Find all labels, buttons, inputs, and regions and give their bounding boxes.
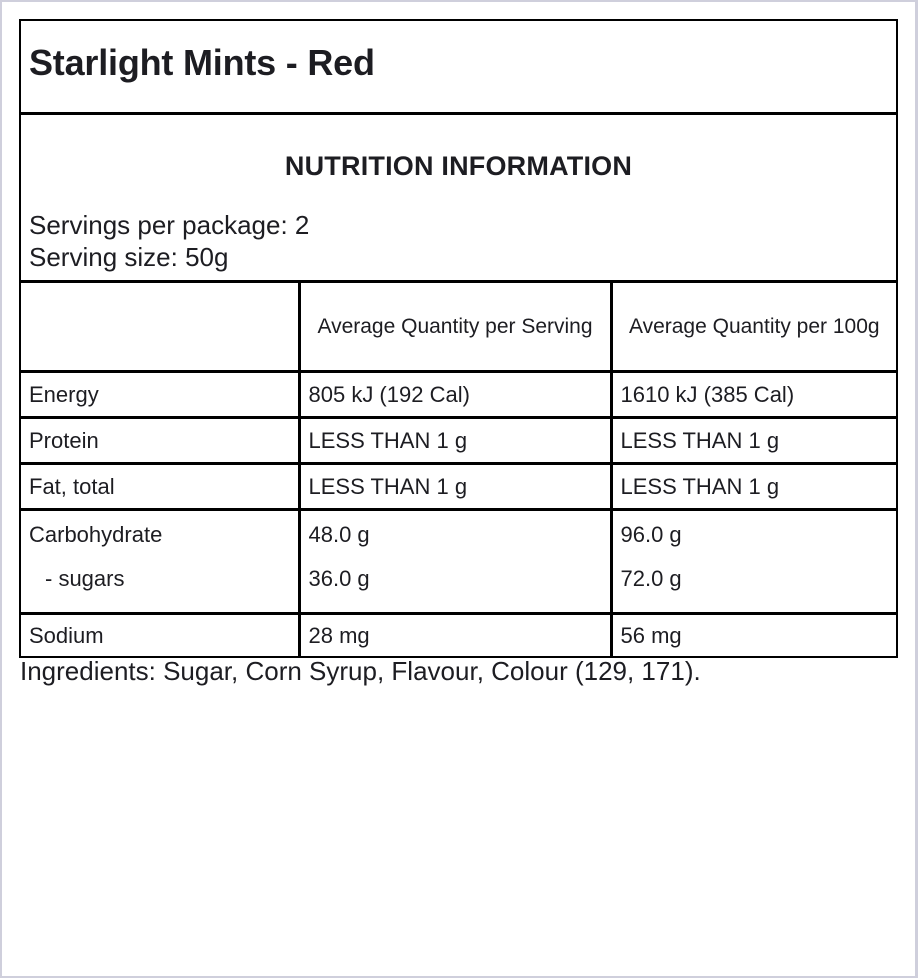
nutrition-table	[21, 283, 896, 658]
nutrition-heading: NUTRITION INFORMATION	[284, 151, 633, 181]
per-100g-value: 56 mg	[611, 614, 896, 658]
ingredients-text: Ingredients: Sugar, Corn Syrup, Flavour, Colour (129, 171).	[20, 656, 701, 686]
sugars-per-serving-value: 36.0 g	[308, 566, 370, 591]
per-serving-value: LESS THAN 1 g	[299, 418, 611, 464]
nutrient-label: Carbohydrate	[29, 522, 163, 547]
per-100g-value: 96.0 g	[620, 522, 682, 547]
nutrient-label: Protein	[21, 418, 299, 464]
sub-nutrient-label-sugars: - sugars	[45, 566, 125, 591]
table-row-sodium	[21, 614, 896, 658]
per-serving-value: 805 kJ (192 Cal)	[299, 372, 611, 418]
nutrition-info-section	[21, 115, 896, 283]
per-100g-cell	[611, 510, 896, 614]
nutrient-label: Sodium	[21, 614, 299, 658]
servings-per-package: Servings per package: 2	[29, 210, 310, 240]
serving-size: Serving size: 50g	[29, 242, 229, 272]
per-serving-value: 28 mg	[299, 614, 611, 658]
per-100g-value: LESS THAN 1 g	[611, 418, 896, 464]
column-header-nutrient	[21, 283, 299, 372]
per-serving-cell	[299, 510, 611, 614]
per-serving-value: 48.0 g	[308, 522, 370, 547]
nutrient-label: Energy	[21, 372, 299, 418]
per-100g-value: 1610 kJ (385 Cal)	[611, 372, 896, 418]
table-row-protein	[21, 418, 896, 464]
nutrition-label-panel	[19, 19, 898, 658]
table-row-fat-total	[21, 464, 896, 510]
table-row-carbohydrate	[21, 510, 896, 614]
per-100g-value: LESS THAN 1 g	[611, 464, 896, 510]
sugars-per-100g-value: 72.0 g	[620, 566, 682, 591]
nutrient-label: Fat, total	[21, 464, 299, 510]
table-row-energy	[21, 372, 896, 418]
product-title: Starlight Mints - Red	[29, 42, 375, 83]
column-header-per-serving: Average Quantity per Serving	[299, 283, 611, 372]
table-header-row	[21, 283, 896, 372]
per-serving-value: LESS THAN 1 g	[299, 464, 611, 510]
column-header-per-100g: Average Quantity per 100g	[611, 283, 896, 372]
nutrient-label-cell	[21, 510, 299, 614]
title-section	[21, 21, 896, 115]
